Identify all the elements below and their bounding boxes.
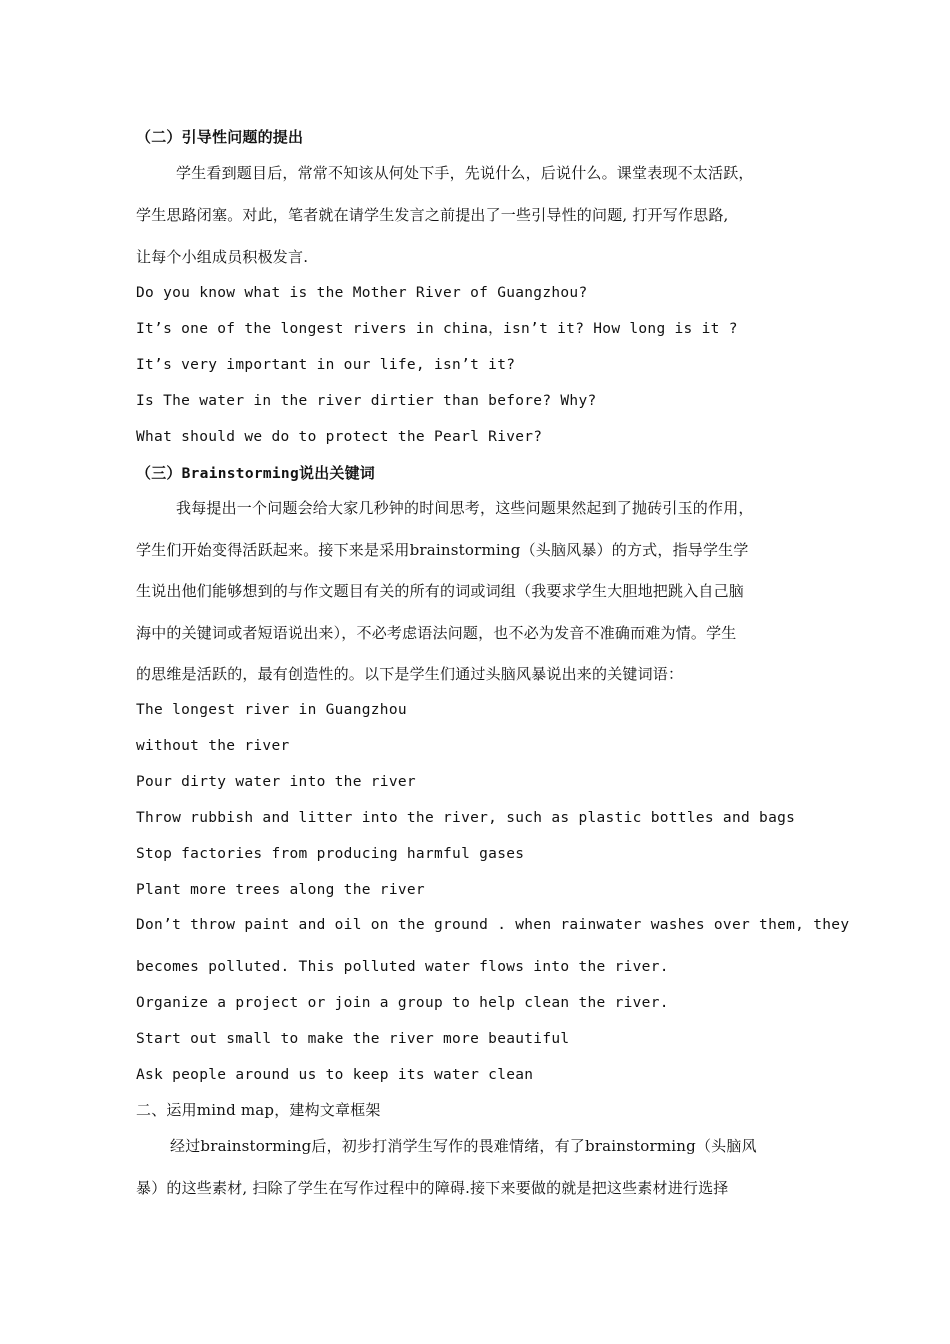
paragraph-line: 学生看到题目后，常常不知该从何处下手，先说什么，后说什么。课堂表现不太活跃，	[176, 164, 754, 182]
keyword-line: Ask people around us to keep its water clean	[136, 1067, 534, 1083]
question-line: What should we do to protect the Pearl River?	[136, 429, 543, 445]
section-heading-brainstorming	[136, 463, 375, 484]
paragraph-line: 海中的关键词或者短语说出来），不必考虑语法问题，也不必为发音不准确而难为情。学生	[136, 624, 737, 642]
paragraph-line: 暴）的这些素材, 扫除了学生在写作过程中的障碍.接下来要做的就是把这些素材进行选择	[136, 1179, 729, 1197]
keyword-line: Organize a project or join a group to help clean the river.	[136, 995, 669, 1011]
section-heading-mind-map: 二、运用mind map，建构文章框架	[136, 1101, 381, 1119]
heading-suffix: 说出关键词	[299, 464, 376, 482]
keyword-line: becomes polluted. This polluted water flows into the river.	[136, 959, 669, 975]
paragraph-line: 学生们开始变得活跃起来。接下来是采用brainstorming（头脑风暴）的方式，指导学生学	[136, 541, 749, 559]
paragraph-line: 我每提出一个问题会给大家几秒钟的时间思考，这些问题果然起到了抛砖引玉的作用，	[176, 499, 754, 517]
paragraph-line: 的思维是活跃的，最有创造性的。以下是学生们通过头脑风暴说出来的关键词语：	[136, 665, 684, 683]
keyword-line: Stop factories from producing harmful gases	[136, 846, 525, 862]
paragraph-line: 生说出他们能够想到的与作文题目有关的所有的词或词组（我要求学生大胆地把跳入自己脑	[136, 582, 745, 600]
keyword-line: Throw rubbish and litter into the river, such as plastic bottles and bags	[136, 810, 796, 826]
keyword-line: Don’t throw paint and oil on the ground . when rainwater washes over them, they	[136, 917, 850, 933]
keyword-line: Plant more trees along the river	[136, 882, 425, 898]
paragraph-line: 经过brainstorming后，初步打消学生写作的畏难情绪，有了brainstorming（头脑风	[170, 1137, 757, 1155]
paragraph-line: 学生思路闭塞。对此，笔者就在请学生发言之前提出了一些引导性的问题, 打开写作思路,	[136, 206, 729, 224]
heading-prefix: （三）	[136, 464, 182, 482]
question-line: Is The water in the river dirtier than before? Why?	[136, 393, 597, 409]
section-heading-guiding-questions: （二）引导性问题的提出	[136, 128, 304, 146]
keyword-line: Start out small to make the river more beautiful	[136, 1031, 570, 1047]
question-line: It’s very important in our life, isn’t it?	[136, 357, 516, 373]
keyword-line: without the river	[136, 738, 290, 754]
keyword-line: Pour dirty water into the river	[136, 774, 416, 790]
keyword-line: The longest river in Guangzhou	[136, 702, 407, 718]
paragraph-line: 让每个小组成员积极发言.	[136, 248, 309, 266]
heading-english: Brainstorming	[181, 466, 299, 482]
question-line: It’s one of the longest rivers in china，isn’t it? How long is it ?	[136, 321, 738, 337]
question-line: Do you know what is the Mother River of Guangzhou?	[136, 285, 588, 301]
